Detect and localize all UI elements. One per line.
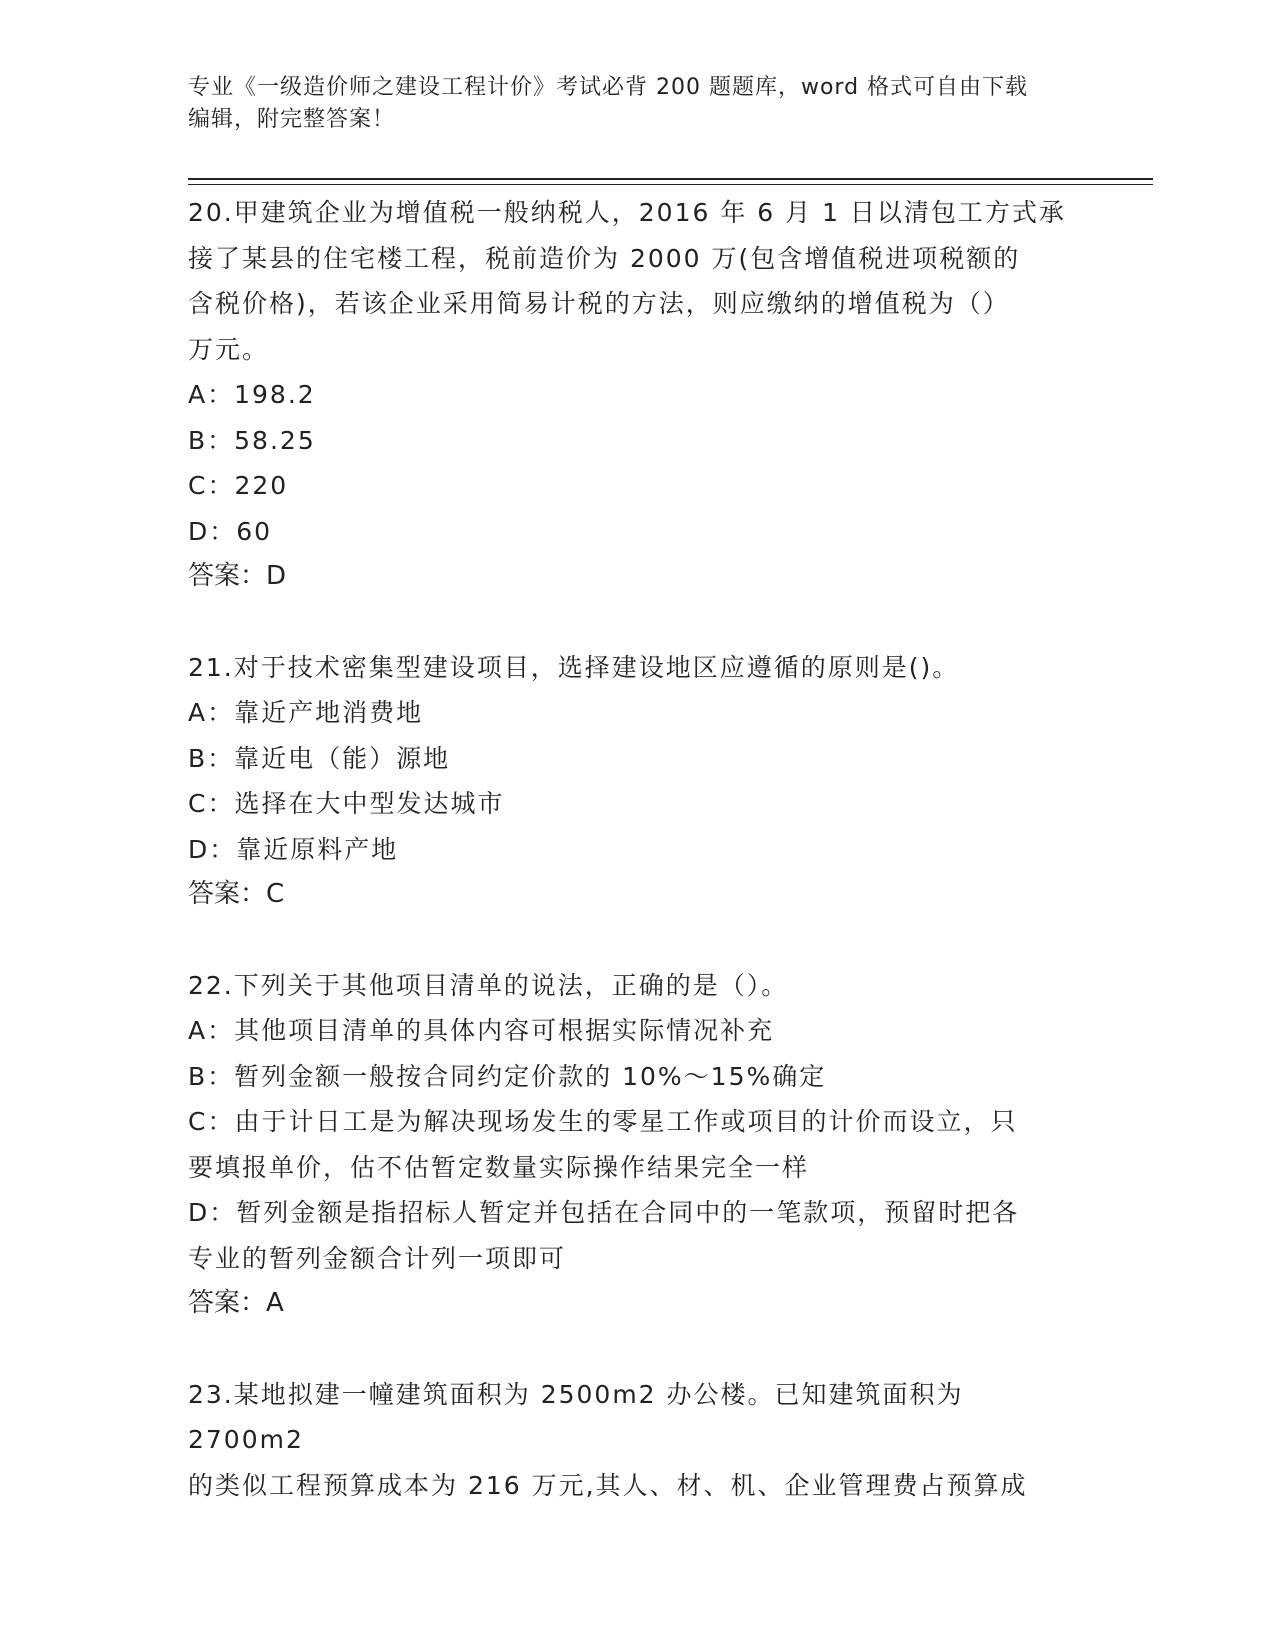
question-text-line: 22.下列关于其他项目清单的说法，正确的是（）。 [188,970,789,1000]
header-line-1: 专业《一级造价师之建设工程计价》考试必背 200 题题库，word 格式可自由下载 [188,75,1029,100]
option-line: 要填报单价，估不估暂定数量实际操作结果完全一样 [188,1152,810,1182]
answer-value: C [266,879,285,909]
question-block [188,190,1088,600]
option-line: A：靠近产地消费地 [188,698,424,727]
header-divider-thin [188,184,1153,185]
answer-value: A [266,1288,284,1318]
option-line: D：60 [188,516,273,546]
option-line: D：靠近原料产地 [188,834,399,864]
question-text-line: 21.对于技术密集型建设项目，选择建设地区应遵循的原则是()。 [188,652,960,682]
question-block [188,645,1088,918]
header-line-2: 编辑，附完整答案！ [188,107,396,132]
question-text-line: 20.甲建筑企业为增值税一般纳税人，2016 年 6 月 1 日以清包工方式承 [188,198,1066,227]
option-line: 专业的暂列金额合计列一项即可 [188,1243,567,1273]
option-line: B：靠近电（能）源地 [188,743,451,773]
question-block [188,1372,1088,1509]
question-text-line: 万元。 [188,334,270,364]
answer-value: D [266,561,287,591]
question-text-line: 23.某地拟建一幢建筑面积为 2500m2 办公楼。已知建筑面积为 2700m2 [188,1379,964,1454]
option-line: C：由于计日工是为解决现场发生的零星工作或项目的计价而设立，只 [188,1107,1018,1136]
question-text-line: 的类似工程预算成本为 216 万元,其人、材、机、企业管理费占预算成 [188,1470,1028,1500]
option-line: A：198.2 [188,380,316,409]
question-list [188,190,1088,1553]
option-line: D：暂列金额是指招标人暂定并包括在合同中的一笔款项，预留时把各 [188,1198,1020,1227]
question-block [188,963,1088,1327]
answer-label: 答案： [188,561,267,591]
answer-label: 答案： [188,879,267,909]
option-line: C：220 [188,471,289,500]
question-text-line: 接了某县的住宅楼工程，税前造价为 2000 万(包含增值税进项税额的 [188,243,1021,273]
question-text-line: 含税价格)，若该企业采用简易计税的方法，则应缴纳的增值税为（） [188,289,1010,318]
option-line: B：暂列金额一般按合同约定价款的 10%～15%确定 [188,1061,827,1091]
header-divider-thick [188,178,1153,180]
answer-label: 答案： [188,1288,267,1318]
option-line: A：其他项目清单的具体内容可根据实际情况补充 [188,1016,775,1045]
document-header [188,72,1088,136]
answer-line [188,872,1088,918]
answer-line [188,554,1088,600]
option-line: B：58.25 [188,425,316,455]
option-line: C：选择在大中型发达城市 [188,789,505,818]
answer-line [188,1281,1088,1327]
